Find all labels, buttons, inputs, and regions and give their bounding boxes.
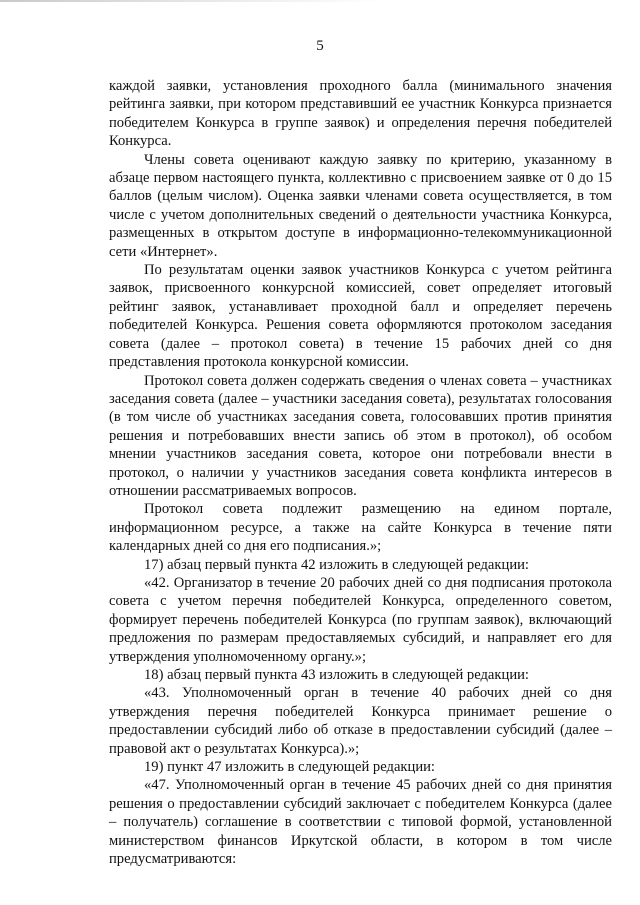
paragraph-clause-42: «42. Организатор в течение 20 рабочих дней со дня подписания протокола совета с учетом перечня победителей Конкурса, определенного советом, формирует перечень победителей Конкурса (по группам заявок), включающий предложения по размерам предоставляемых субсидий, и направляет его для утверждения уполномоченному органу.»;: [109, 574, 612, 665]
paragraph-clause-47: «47. Уполномоченный орган в течение 45 рабочих дней со дня принятия решения о предоставлении субсидий заключает с победителем Конкурса (далее – получатель) соглашение в соответствии с типовой формой, установленной министерством финансов Иркутской области, в котором в том числе предусматриваются:: [109, 777, 612, 868]
document-body: [109, 77, 612, 868]
paragraph-protocol-contents: Протокол совета должен содержать сведения о членах совета – участниках заседания совета (далее – участники заседания совета), результатах голосования (в том числе об участниках заседания совета, голосовавших против принятия решения и потребовавших внести запись об этом в протокол), об особом мнении участников заседания совета, которое они потребовали внести в протокол, о наличии у участников заседания совета конфликта интересов в отношении рассматриваемых вопросов.: [109, 372, 612, 499]
paragraph-council-evaluation: Члены совета оценивают каждую заявку по критерию, указанному в абзаце первом настоящего пункта, коллективно с присвоением заявке от 0 до 15 баллов (целым числом). Оценка заявки членами совета осуществляется, в том числе с учетом дополнительных сведений о деятельности участника Конкурса, размещенных в открытом доступе в информационно-телекоммуникационной сети «Интернет».: [109, 151, 612, 260]
paragraph-protocol-publication: Протокол совета подлежит размещению на едином портале, информационном ресурсе, а также на сайте Конкурса в течение пяти календарных дней со дня его подписания.»;: [109, 501, 612, 555]
page-number: 5: [316, 38, 324, 54]
paragraph-amendment-18: 18) абзац первый пункта 43 изложить в следующей редакции:: [144, 667, 529, 683]
paragraph-amendment-19: 19) пункт 47 изложить в следующей редакции:: [144, 759, 435, 776]
scan-edge-shadow: [0, 0, 640, 2]
paragraph-rating-results: По результатам оценки заявок участников Конкурса с учетом рейтинга заявок, присвоенного конкурсной комиссией, совет определяет итоговый рейтинг заявок, устанавливает проходной балл и определяет перечень победителей Конкурса. Решения совета оформляются протоколом заседания совета (далее – протокол совета) в течение 15 рабочих дней со дня представления протокола конкурсной комиссии.: [109, 262, 612, 371]
paragraph-clause-43: «43. Уполномоченный орган в течение 40 рабочих дней со дня утверждения перечня победителей Конкурса принимает решение о предоставлении субсидий либо об отказе в предоставлении субсидий (далее – правовой акт о результатах Конкурса).»;: [109, 685, 612, 757]
paragraph-amendment-17: 17) абзац первый пункта 42 изложить в следующей редакции:: [144, 556, 529, 573]
paragraph-continuation: каждой заявки, установления проходного балла (минимального значения рейтинга заявки, при котором представивший ее участник Конкурса признается победителем Конкурса в группе заявок) и определения перечня победителей Конкурса.: [109, 78, 612, 150]
